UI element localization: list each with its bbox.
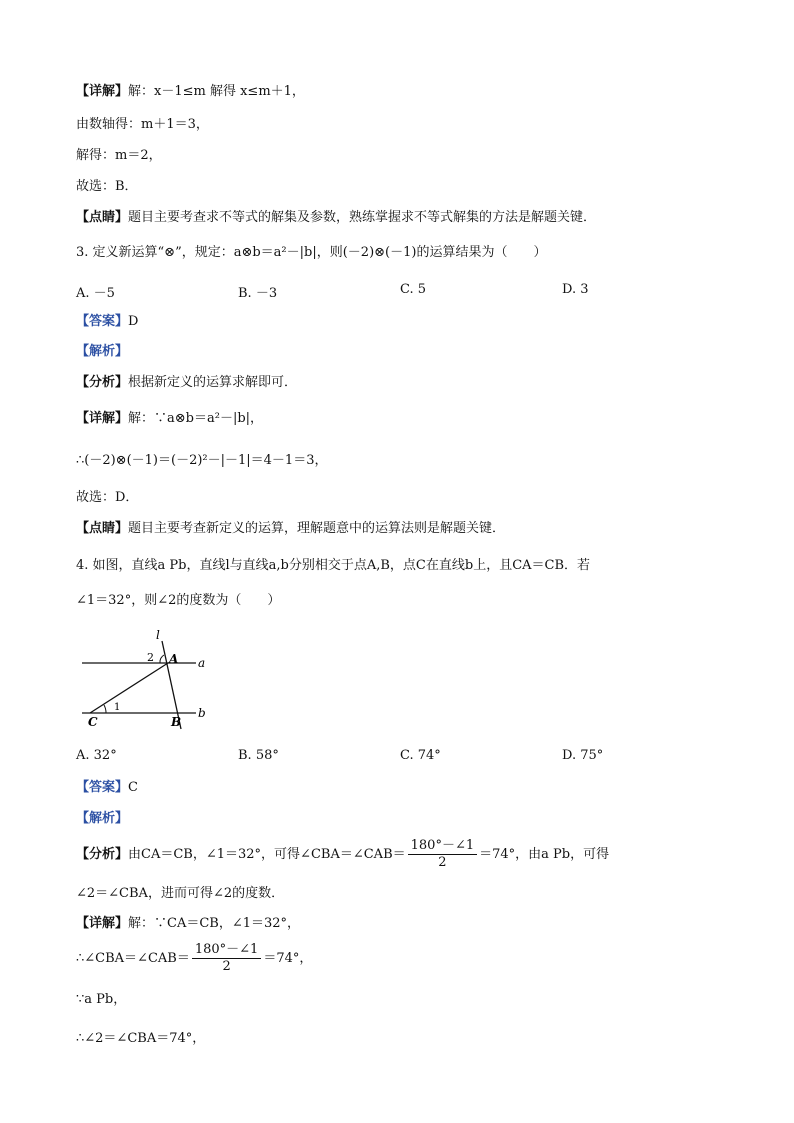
q2-detail-line3: 解得：m＝2， [76,148,162,163]
label-2: 2 [147,651,154,664]
q3-option-a: A. －5 [76,286,115,301]
q4-analysis-tag: 【解析】 [76,811,129,826]
q4-fenxi-cont: ∠2＝∠CBA，进而可得∠2的度数． [76,886,285,901]
q4-option-d: D. 75° [562,748,604,763]
label-b: b [198,706,206,720]
q4-detail1: 【详解】解：∵CA＝CB，∠1＝32°， [76,916,301,931]
q2-comment: 【点睛】题目主要考查求不等式的解集及参数，熟练掌握求不等式解集的方法是解题关键． [76,210,597,225]
angle-2-arc [160,655,164,663]
q3-fenxi: 【分析】根据新定义的运算求解即可． [76,375,298,390]
label-a: a [198,656,206,670]
label-B: B [171,715,182,729]
q4-figure [76,625,226,735]
q2-detail-line4: 故选：B． [76,179,138,194]
q3-detail1: 【详解】解：∵a⊗b＝a²－|b|， [76,411,264,426]
label-A: A [169,652,179,666]
q3-option-d: D. 3 [562,282,589,297]
q4-stem1: 4. 如图，直线a Pb，直线l与直线a,b分别相交于点A,B，点C在直线b上，且CA＝CB．若 [76,558,591,573]
angle-1-arc [104,705,106,713]
q3-option-b: B. －3 [238,286,278,301]
q4-option-c: C. 74° [400,748,441,763]
q4-stem2: ∠1＝32°，则∠2的度数为（ ） [76,593,281,608]
q3-option-c: C. 5 [400,282,427,297]
q3-answer: 【答案】D [76,314,139,329]
detail-tag: 【详解】 [76,84,129,99]
label-1: 1 [114,702,121,713]
q2-detail-line1: 【详解】解：x－1≤m 解得 x≤m＋1， [76,84,305,99]
fraction: $\frac{180^\circ-\angle 1}{2}$ [408,838,477,871]
q4-answer: 【答案】C [76,780,138,795]
q3-detail3: 故选：D． [76,490,139,505]
segment-ca [90,663,168,713]
q2-detail-line2: 由数轴得：m＋1＝3， [76,117,209,132]
q3-detail2: ∴(－2)⊗(－1)＝(－2)²－|－1|＝4－1＝3， [76,453,328,468]
q4-option-b: B. 58° [238,748,279,763]
q3-analysis-tag: 【解析】 [76,344,129,359]
q4-detail3: ∵a Pb， [76,992,127,1007]
label-C: C [88,715,98,729]
q4-fenxi: 【分析】由CA＝CB，∠1＝32°，可得∠CBA＝∠CAB＝ $\frac{180^\circ-\angle 1}{2}$ ＝74°，由a Pb，可得 [76,838,610,870]
q4-detail4: ∴∠2＝∠CBA＝74°， [76,1031,206,1046]
label-l: l [156,628,160,642]
q4-option-a: A. 32° [76,748,117,763]
q3-stem: 3. 定义新运算“⊗”，规定：a⊗b＝a²－|b|，则(－2)⊗(－1)的运算结果为（ ） [76,245,547,260]
q3-comment: 【点睛】题目主要考查新定义的运算，理解题意中的运算法则是解题关键． [76,521,506,536]
q4-detail2: ∴∠CBA＝∠CAB＝ $\frac{180^\circ-\angle 1}{2}$ ＝74°， [76,942,313,974]
fraction: $\frac{180^\circ-\angle 1}{2}$ [192,942,261,975]
